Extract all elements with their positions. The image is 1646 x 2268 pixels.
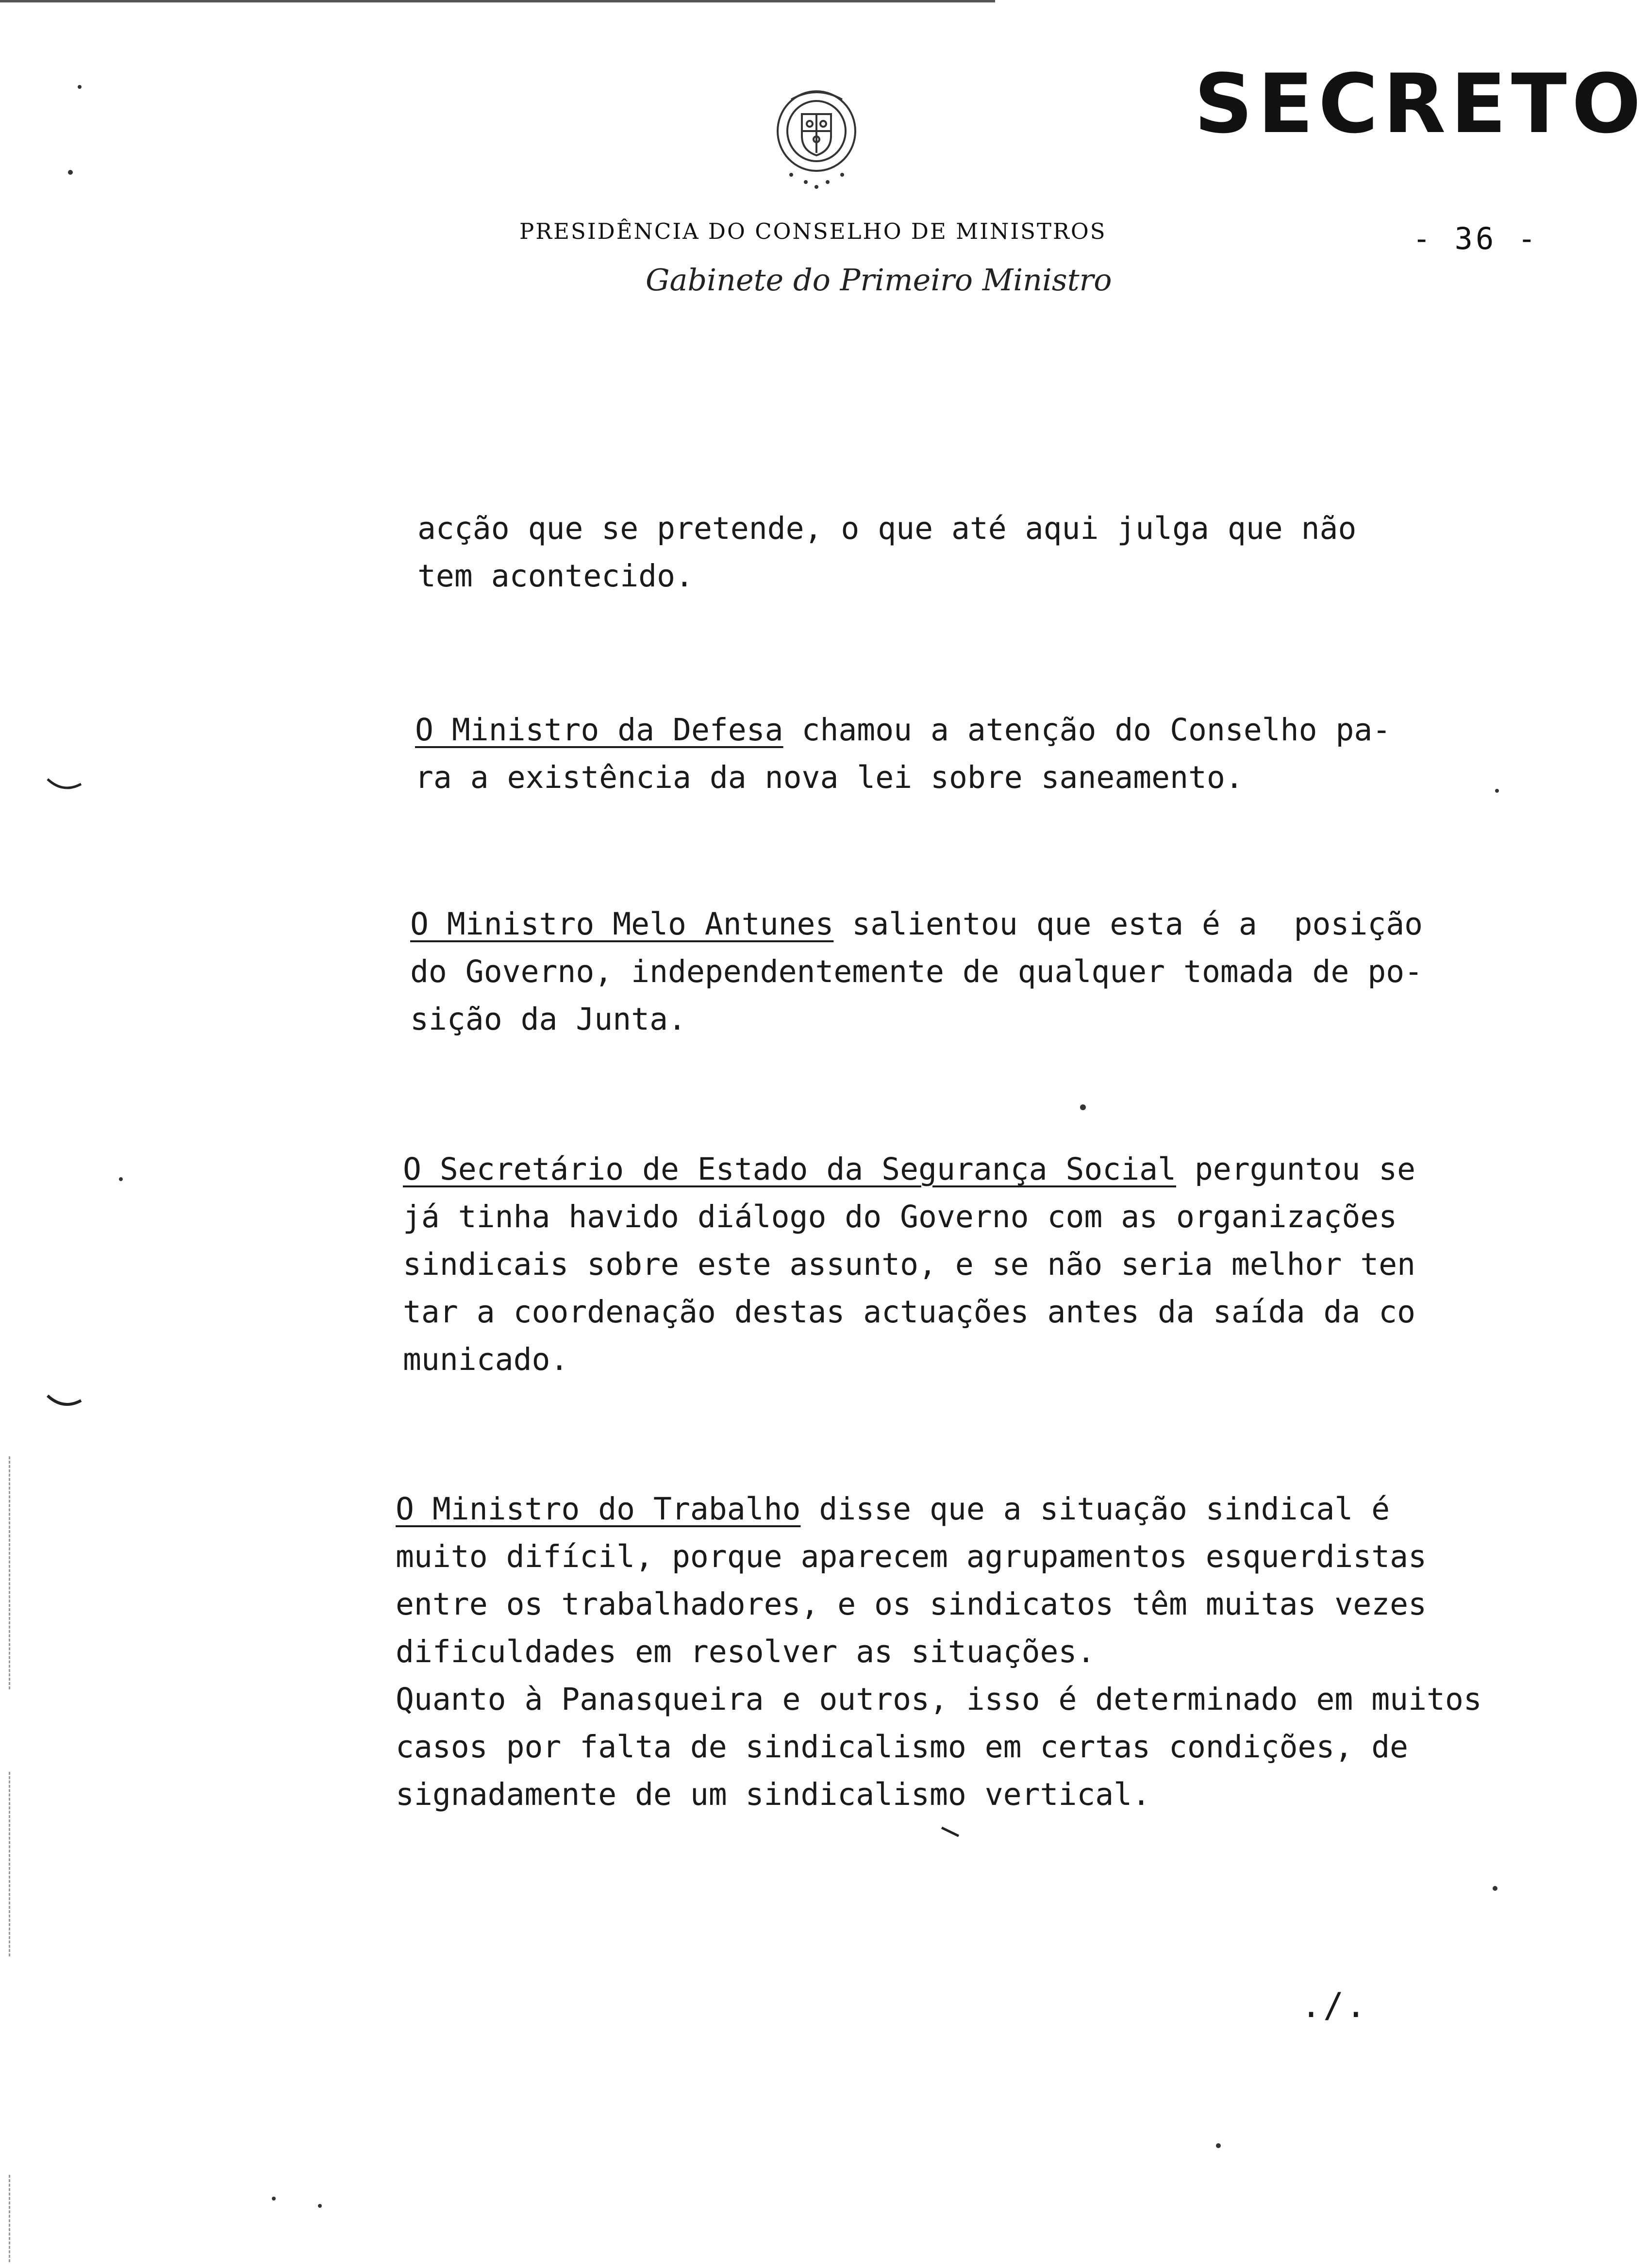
text-line: Quanto à Panasqueira e outros, isso é determinado em muitos xyxy=(396,1682,1482,1717)
text-line: casos por falta de sindicalismo em certas condições, de xyxy=(396,1729,1409,1765)
top-border-line xyxy=(0,0,995,2)
margin-tick-mark xyxy=(46,777,83,791)
text-line: municado. xyxy=(403,1342,569,1377)
text-line: sição da Junta. xyxy=(410,1001,686,1037)
scan-edge-artifact xyxy=(9,1456,12,1689)
scan-speck xyxy=(272,2197,276,2201)
scan-speck xyxy=(119,1177,123,1181)
text-line: entre os trabalhadores, e os sindicatos têm muitas vezes xyxy=(396,1586,1427,1622)
speaker-name: O Ministro Melo Antunes xyxy=(410,906,834,942)
speaker-name: O Secretário de Estado da Segurança Social xyxy=(403,1151,1177,1187)
margin-tick-mark xyxy=(939,1825,976,1840)
scan-edge-artifact xyxy=(9,1772,12,1956)
paragraph-5 xyxy=(396,1485,1482,1818)
scan-speck xyxy=(78,85,82,89)
organization-title: PRESIDÊNCIA DO CONSELHO DE MINISTROS xyxy=(519,218,1107,244)
text-line: signadamente de um sindicalismo vertical. xyxy=(396,1777,1151,1812)
scan-speck xyxy=(68,170,73,175)
continuation-mark: ./. xyxy=(1301,1985,1368,2025)
office-subtitle: Gabinete do Primeiro Ministro xyxy=(646,262,1112,298)
text-line: tem acontecido. xyxy=(417,558,694,594)
text-line: muito difícil, porque aparecem agrupamentos esquerdistas xyxy=(396,1539,1427,1574)
scan-speck xyxy=(1080,1104,1086,1110)
text-line: ra a existência da nova lei sobre saneamento. xyxy=(415,760,1244,795)
scan-speck xyxy=(1495,789,1499,793)
classification-stamp: SECRETO xyxy=(1194,56,1646,151)
text-line: chamou a atenção do Conselho pa- xyxy=(783,712,1391,748)
paragraph-4 xyxy=(403,1146,1415,1384)
scan-edge-artifact xyxy=(9,2175,12,2262)
text-line: sindicais sobre este assunto, e se não seria melhor ten xyxy=(403,1247,1416,1282)
speaker-name: O Ministro do Trabalho xyxy=(396,1491,801,1527)
paragraph-1 xyxy=(417,505,1356,600)
text-line: acção que se pretende, o que até aqui julga que não xyxy=(417,511,1357,546)
scan-speck xyxy=(318,2204,322,2208)
text-line: dificuldades em resolver as situações. xyxy=(396,1634,1096,1669)
text-line: tar a coordenação destas actuações antes da saída da co xyxy=(403,1294,1416,1330)
text-line: perguntou se xyxy=(1176,1151,1416,1187)
coat-of-arms-icon xyxy=(772,85,862,197)
paragraph-3 xyxy=(410,901,1423,1043)
text-line: disse que a situação sindical é xyxy=(800,1491,1390,1527)
paragraph-2 xyxy=(415,706,1391,801)
margin-tick-mark xyxy=(46,1393,83,1408)
scan-speck xyxy=(1493,1886,1497,1891)
text-line: já tinha havido diálogo do Governo com as organizações xyxy=(403,1199,1397,1234)
scan-speck xyxy=(1216,2143,1221,2148)
page-number: - 36 - xyxy=(1413,221,1539,256)
text-line: do Governo, independentemente de qualquer tomada de po- xyxy=(410,954,1423,989)
text-line: salientou que esta é a posição xyxy=(833,906,1423,942)
speaker-name: O Ministro da Defesa xyxy=(415,712,783,748)
